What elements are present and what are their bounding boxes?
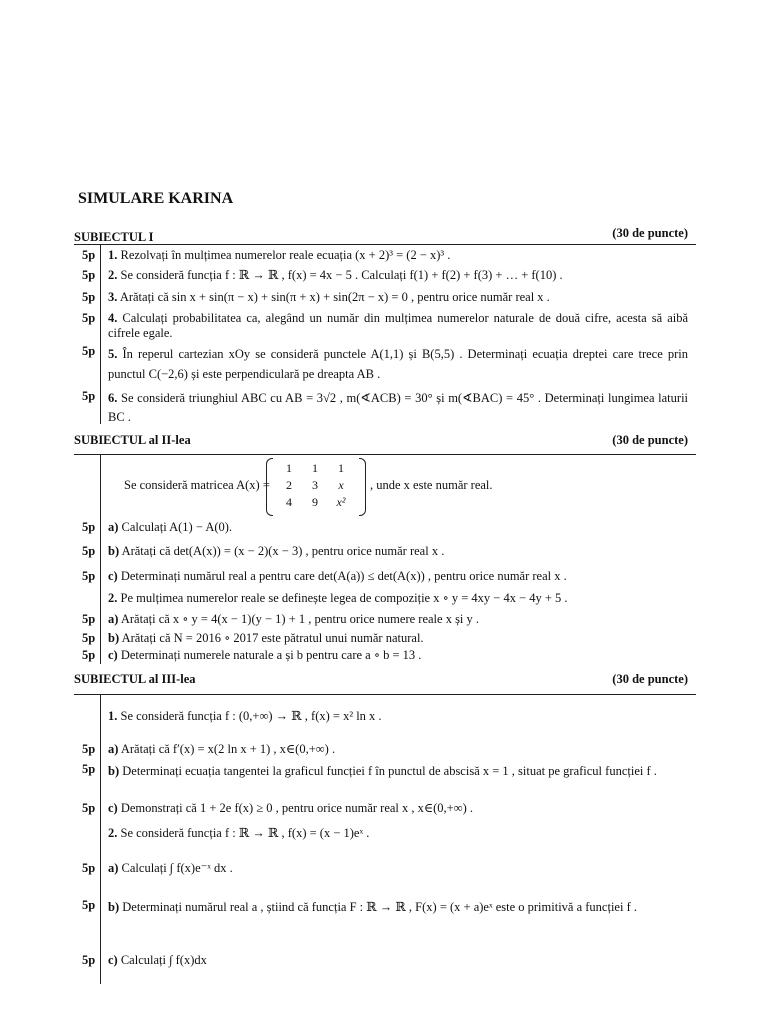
item-number: 1. xyxy=(108,709,118,723)
item-text: Rezolvați în mulțimea numerelor reale ecuația (x + 2)³ = (2 − x)³ . xyxy=(120,248,451,262)
matrix-cell: 1 xyxy=(312,461,318,475)
item-number: 6. xyxy=(108,391,118,405)
item-text: Arătați că N = 2016 ∘ 2017 este pătratul unui număr natural. xyxy=(121,631,424,645)
points-column-divider xyxy=(100,694,101,984)
item-number: 1. xyxy=(108,248,118,262)
page-title: SIMULARE KARINA xyxy=(78,190,234,207)
matrix-cell: x² xyxy=(336,495,346,509)
item-number: a) xyxy=(108,861,119,875)
matrix-cell: 2 xyxy=(286,478,292,492)
item-text: Calculați probabilitatea ca, alegând un număr din mulțimea numerelor naturale de două cifre, acesta să aibă cifrele egale. xyxy=(108,311,689,340)
section-3-points: (30 de puncte) xyxy=(612,672,688,686)
item-number: 3. xyxy=(108,290,118,304)
item-text: Arătați că f′(x) = x(2 ln x + 1) , x∈(0,+∞) . xyxy=(120,742,336,756)
points-label: 5p xyxy=(82,311,96,325)
matrix-cell: 1 xyxy=(338,461,344,475)
section-1-points: (30 de puncte) xyxy=(612,226,688,240)
points-label: 5p xyxy=(82,290,96,304)
item-text: Demonstrați că 1 + 2e f(x) ≥ 0 , pentru orice număr real x , x∈(0,+∞) . xyxy=(120,801,474,815)
item-number: a) xyxy=(108,742,119,756)
matrix-cell: 9 xyxy=(312,495,318,509)
item-number: b) xyxy=(108,544,120,558)
item-text: În reperul cartezian xOy se consideră punctele A(1,1) și B(5,5) . Determinați ecuația dreptei care trece prin punctul C(−2,6) și este perpendiculară pe dreapta AB . xyxy=(108,347,688,381)
points-label: 5p xyxy=(82,631,96,645)
item-number: c) xyxy=(108,801,118,815)
points-label: 5p xyxy=(82,612,96,626)
section-2-points: (30 de puncte) xyxy=(612,433,688,447)
item-number: 4. xyxy=(108,311,118,325)
item-number: 2. xyxy=(108,591,118,605)
points-label: 5p xyxy=(82,520,96,534)
item-text: Calculați ∫ f(x)dx xyxy=(120,953,207,967)
item-text: Arătați că det(A(x)) = (x − 2)(x − 3) , pentru orice număr real x . xyxy=(121,544,445,558)
matrix-intro: Se consideră matricea A(x) = xyxy=(124,478,270,492)
divider xyxy=(74,454,696,455)
item-number: 2. xyxy=(108,826,118,840)
matrix-cell: x xyxy=(338,478,344,492)
points-label: 5p xyxy=(82,344,96,358)
divider xyxy=(74,694,696,695)
points-label: 5p xyxy=(82,648,96,662)
item-number: 5. xyxy=(108,347,118,361)
points-label: 5p xyxy=(82,569,96,583)
item-number: 2. xyxy=(108,268,118,282)
item-number: a) xyxy=(108,520,119,534)
points-column-divider xyxy=(100,454,101,664)
matrix-cell: 1 xyxy=(286,461,292,475)
item-text: Se consideră funcția f : (0,+∞) → ℝ , f(x) = x² ln x . xyxy=(120,709,382,723)
item-number: b) xyxy=(108,631,120,645)
item-text: Arătați că x ∘ y = 4(x − 1)(y − 1) + 1 , pentru orice numere reale x și y . xyxy=(120,612,480,626)
item-text: Se consideră funcția f : ℝ → ℝ , f(x) = 4x − 5 . Calculați f(1) + f(2) + f(3) + … + f(10) . xyxy=(120,268,563,282)
item-text: Se consideră triunghiul ABC cu AB = 3√2 , m(∢ACB) = 30° și m(∢BAC) = 45° . Determinați lungimea laturii BC . xyxy=(108,391,689,424)
item-text: Pe mulțimea numerelor reale se definește legea de compoziție x ∘ y = 4xy − 4x − 4y + 5 . xyxy=(120,591,568,605)
matrix-cell: 3 xyxy=(312,478,318,492)
points-label: 5p xyxy=(82,742,96,756)
item-text: Se consideră funcția f : ℝ → ℝ , f(x) = (x − 1)eˣ . xyxy=(120,826,370,840)
item-number: c) xyxy=(108,648,118,662)
points-label: 5p xyxy=(82,268,96,282)
points-label: 5p xyxy=(82,898,96,912)
section-2-title: SUBIECTUL al II-lea xyxy=(74,433,191,447)
item-number: c) xyxy=(108,569,118,583)
item-number: b) xyxy=(108,764,120,778)
points-label: 5p xyxy=(82,389,96,403)
section-1-title: SUBIECTUL I xyxy=(74,230,154,244)
item-number: a) xyxy=(108,612,119,626)
item-text: Determinați numărul real a pentru care det(A(a)) ≤ det(A(x)) , pentru orice număr real x . xyxy=(120,569,567,583)
item-text: Calculați ∫ f(x)e⁻ˣ dx . xyxy=(121,861,233,875)
points-label: 5p xyxy=(82,544,96,558)
item-text: Determinați numerele naturale a și b pentru care a ∘ b = 13 . xyxy=(120,648,422,662)
matrix-a xyxy=(266,458,366,514)
points-label: 5p xyxy=(82,953,96,967)
item-text: Calculați A(1) − A(0). xyxy=(121,520,233,534)
points-column-divider xyxy=(100,244,101,424)
points-label: 5p xyxy=(82,762,96,776)
divider xyxy=(74,244,696,245)
matrix-cell: 4 xyxy=(286,495,292,509)
matrix-intro-suffix: , unde x este număr real. xyxy=(370,478,493,492)
points-label: 5p xyxy=(82,861,96,875)
item-number: b) xyxy=(108,900,120,914)
item-text: Determinați ecuația tangentei la graficul funcției f în punctul de abscisă x = 1 , situat pe graficul funcției f . xyxy=(122,764,657,778)
points-label: 5p xyxy=(82,248,96,262)
item-text: Determinați numărul real a , știind că funcția F : ℝ → ℝ , F(x) = (x + a)eˣ este o primitivă a funcției f . xyxy=(122,900,637,914)
section-3-title: SUBIECTUL al III-lea xyxy=(74,672,196,686)
item-text: Arătați că sin x + sin(π − x) + sin(π + x) + sin(2π − x) = 0 , pentru orice număr real x . xyxy=(119,290,550,304)
points-label: 5p xyxy=(82,801,96,815)
item-number: c) xyxy=(108,953,118,967)
